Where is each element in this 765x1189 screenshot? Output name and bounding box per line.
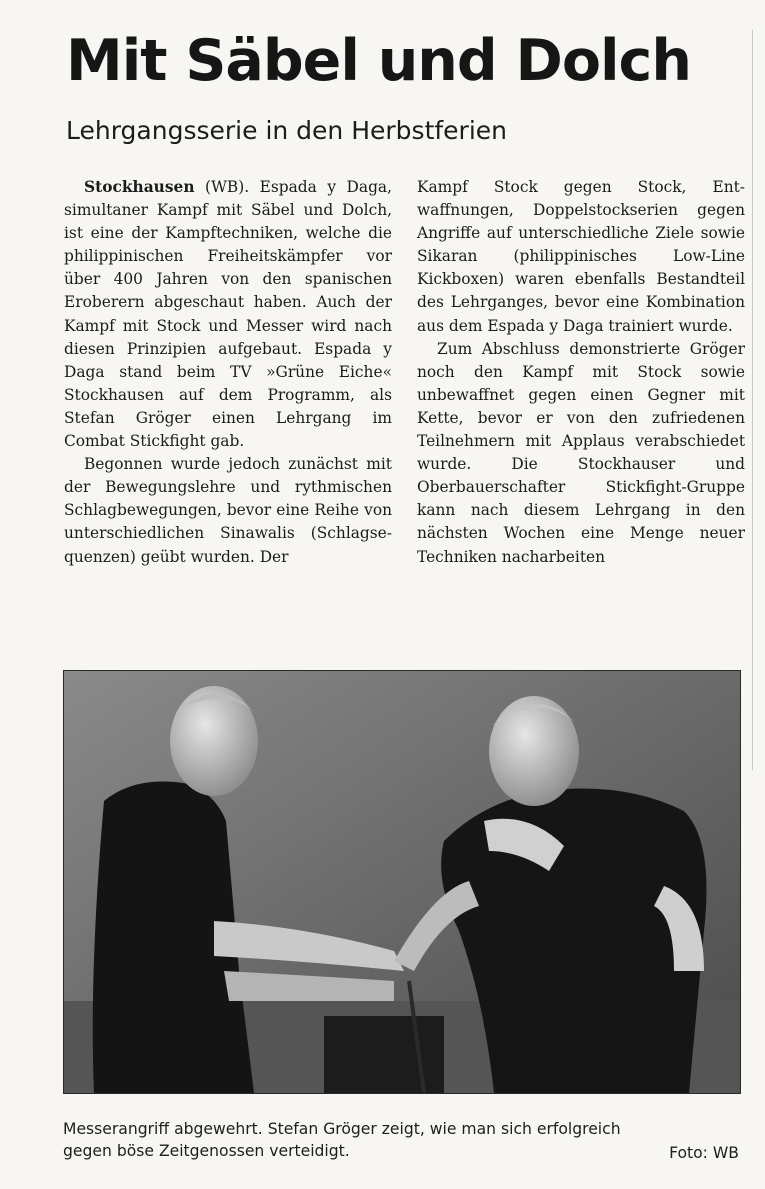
article-paragraph-2: Begonnen wurde jedoch zunächst mit der Bewegungslehre und rythmischen Schlagbewegungen, bevor eine Reihe von unterschiedlichen Sinawalis (Schlagsequenzen) geübt wurden. Der <box>64 455 392 566</box>
article-dateline: Stockhausen <box>84 178 195 196</box>
article-subheadline: Lehrgangsserie in den Herbstferien <box>66 116 508 145</box>
photo-credit: Foto: WB <box>669 1144 739 1162</box>
article-paragraph-4: Zum Abschluss demonstrierte Gröger noch den Kampf mit Stock sowie unbewaffnet gegen einen Gegner mit Kette, bevor er von den zufriedenen Teilnehmern mit Applaus verabschiedet wurde. Die Stockhauser und Oberbauerschafter Stickfight-Gruppe kann nach diesem Lehrgang in den nächsten Wochen eine Menge neuer Techniken nacharbeiten <box>417 339 745 566</box>
photo-illustration <box>64 671 740 1093</box>
article-paragraph-1 <box>64 176 392 453</box>
article-column-right <box>417 176 745 569</box>
photo-caption <box>63 1118 741 1162</box>
photo-caption-line-2: gegen böse Zeitgenossen verteidigt. <box>63 1142 350 1160</box>
column-edge-line <box>752 30 753 770</box>
article-headline: Mit Säbel und Dolch <box>66 28 691 94</box>
article-paragraph-1-text: (WB). Espada y Daga, simultaner Kampf mit Säbel und Dolch, ist eine der Kampftechniken, welche die philippinischen Freiheitskämpfer vor über 400 Jahren von den spanischen Eroberern abgeschaut haben. Auch der Kampf mit Stock und Messer wird nach diesen Prinzipien aufgebaut. Espada y Daga stand beim TV »Grüne Eiche« Stockhausen auf dem Programm, als Stefan Gröger einen Lehrgang im Combat Stickfight gab. <box>64 178 392 451</box>
article-photo <box>63 670 741 1094</box>
article-column-left <box>64 176 392 569</box>
article-paragraph-3: Kampf Stock gegen Stock, Entwaffnungen, Doppelstockserien gegen Angriffe auf unterschiedliche Ziele sowie Sikaran (philippinisches Low-Line Kickboxen) waren ebenfalls Bestandteil des Lehrganges, bevor eine Kombination aus dem Espada y Daga trainiert wurde. <box>417 178 745 335</box>
photo-caption-line-1: Messerangriff abgewehrt. Stefan Gröger zeigt, wie man sich erfolgreich <box>63 1120 621 1138</box>
